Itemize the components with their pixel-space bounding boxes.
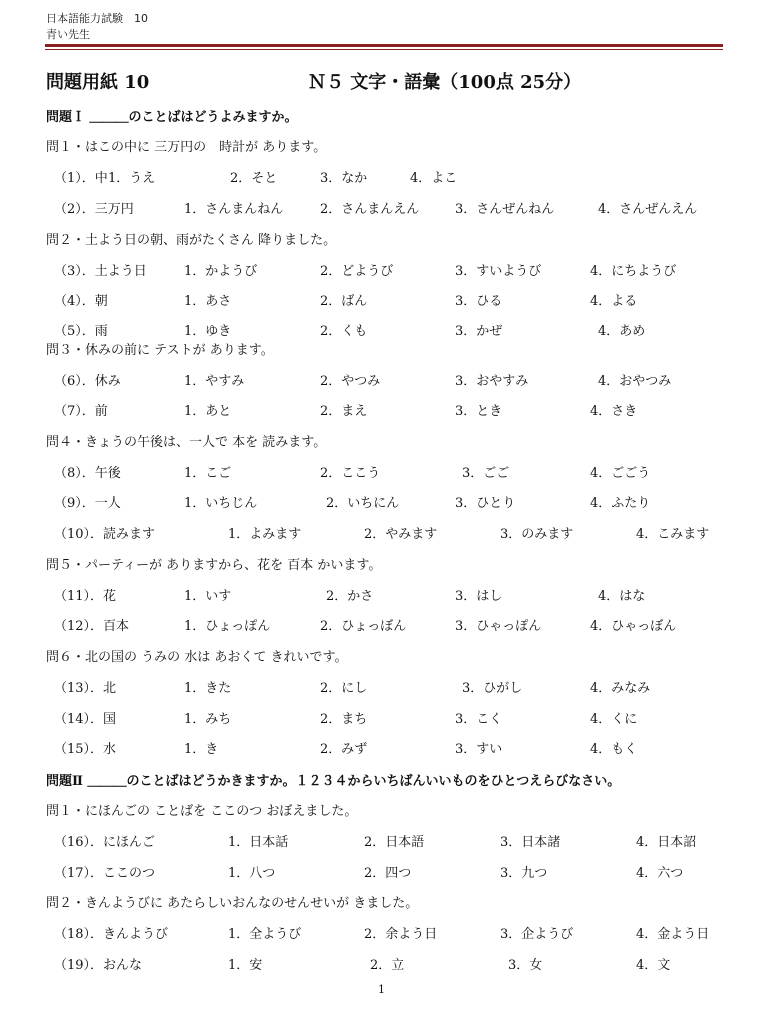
answer-choice-4: 4．ひゃっぼん xyxy=(590,619,677,634)
answer-choice-2: 2．立 xyxy=(370,958,405,973)
section-heading: 問題Ｉ ＿＿＿のことばはどうよみますか。 xyxy=(46,110,298,125)
answer-choice-1: 1．ひょっぽん xyxy=(184,619,271,634)
item-label: （12）．百本 xyxy=(54,619,130,634)
question-sentence: 問６・北の国の うみの 水は あおくて きれいです。 xyxy=(46,650,348,665)
item-label: （13）．北 xyxy=(54,681,117,696)
paper-title: 問題用紙 10 xyxy=(46,72,150,93)
item-label: （14）．国 xyxy=(54,712,117,727)
item-label: （16）．にほんご xyxy=(54,835,156,850)
answer-choice-3: 3．とき xyxy=(455,404,503,419)
question-item xyxy=(0,862,768,880)
answer-choice-2: 2．みず xyxy=(320,742,368,757)
question-item xyxy=(0,738,768,756)
answer-choice-3: 3．ひゃっぽん xyxy=(455,619,542,634)
answer-choice-4: 4．こみます xyxy=(636,527,710,542)
header-exam-title: 日本語能力試験 10 xyxy=(46,12,148,25)
answer-choice-4: 4．ごごう xyxy=(590,466,651,481)
answer-choice-2: 2．さんまんえん xyxy=(320,202,420,217)
question-item xyxy=(0,290,768,308)
answer-choice-1: 1．さんまんねん xyxy=(184,202,284,217)
answer-choice-4: 4．さき xyxy=(590,404,638,419)
answer-choice-3: 3．さんぜんねん xyxy=(455,202,555,217)
answer-choice-4: 4．にちようび xyxy=(590,264,677,279)
answer-choice-2: 2．やみます xyxy=(364,527,438,542)
answer-choice-1: 1．あと xyxy=(184,404,232,419)
question-item xyxy=(0,923,768,941)
answer-choice-1: 1．日本話 xyxy=(228,835,289,850)
item-label: （17）．ここのつ xyxy=(54,866,156,881)
answer-choice-2: 2．かさ xyxy=(326,589,374,604)
item-label: （11）．花 xyxy=(54,589,117,604)
answer-choice-4: 4．くに xyxy=(590,712,638,727)
answer-choice-1: 1．きた xyxy=(184,681,232,696)
answer-choice-1: 1．こご xyxy=(184,466,232,481)
answer-choice-2: 2．四つ xyxy=(364,866,412,881)
answer-choice-1: 1．かようび xyxy=(184,264,258,279)
answer-choice-2: 2．ひょっぼん xyxy=(320,619,407,634)
question-item xyxy=(0,167,768,185)
question-item xyxy=(0,492,768,510)
question-item xyxy=(0,677,768,695)
header-author: 青い先生 xyxy=(46,28,90,41)
question-sentence: 問２・きんようびに あたらしいおんなのせんせいが きました。 xyxy=(46,896,419,911)
answer-choice-2: 2．まえ xyxy=(320,404,368,419)
answer-choice-2: 2．いちにん xyxy=(326,496,400,511)
answer-choice-1: 1．あさ xyxy=(184,294,232,309)
answer-choice-2: 2．余よう日 xyxy=(364,927,438,942)
answer-choice-3: 3．なか xyxy=(320,171,368,186)
answer-choice-3: 3．すいようび xyxy=(455,264,542,279)
answer-choice-1: 1．みち xyxy=(184,712,232,727)
item-label: （8）．午後 xyxy=(54,466,121,481)
answer-choice-2: 2．日本語 xyxy=(364,835,425,850)
answer-choice-3: 3．日本諸 xyxy=(500,835,561,850)
item-label: （15）．水 xyxy=(54,742,117,757)
test-title: Ｎ５ 文字・語彙（100点 25分） xyxy=(308,72,582,93)
answer-choice-3: 3．ごご xyxy=(462,466,510,481)
answer-choice-3: 3．ひがし xyxy=(462,681,523,696)
answer-choice-4: 4．みなみ xyxy=(590,681,651,696)
answer-choice-4: 4．あめ xyxy=(598,324,646,339)
answer-choice-3: 3．こく xyxy=(455,712,503,727)
question-item xyxy=(0,462,768,480)
answer-choice-1: 1．うえ xyxy=(108,171,156,186)
answer-choice-1: 1．よみます xyxy=(228,527,302,542)
answer-choice-4: 4．もく xyxy=(590,742,638,757)
item-label: （6）．休み xyxy=(54,374,121,389)
question-item xyxy=(0,198,768,216)
item-label: （3）．土よう日 xyxy=(54,264,147,279)
answer-choice-2: 2．ばん xyxy=(320,294,368,309)
answer-choice-4: 4．よこ xyxy=(410,171,458,186)
answer-choice-4: 4．六つ xyxy=(636,866,684,881)
answer-choice-3: 3．九つ xyxy=(500,866,548,881)
item-label: （2）．三万円 xyxy=(54,202,134,217)
answer-choice-2: 2．ここう xyxy=(320,466,381,481)
item-label: （4）．朝 xyxy=(54,294,108,309)
answer-choice-3: 3．ひる xyxy=(455,294,503,309)
question-item xyxy=(0,320,768,338)
question-item xyxy=(0,523,768,541)
question-sentence: 問１・はこの中に 三万円の 時計が あります。 xyxy=(46,140,327,155)
item-label: （19）．おんな xyxy=(54,958,143,973)
answer-choice-4: 4．文 xyxy=(636,958,671,973)
page-number: 1 xyxy=(378,983,385,996)
question-item xyxy=(0,615,768,633)
question-sentence: 問２・土よう日の朝、雨がたくさん 降りました。 xyxy=(46,233,337,248)
question-sentence: 問１・にほんごの ことばを ここのつ おぼえました。 xyxy=(46,804,358,819)
answer-choice-2: 2．どようび xyxy=(320,264,394,279)
question-item xyxy=(0,831,768,849)
item-label: （18）．きんようび xyxy=(54,927,169,942)
header-rule-thin xyxy=(45,49,723,50)
answer-choice-1: 1．いす xyxy=(184,589,232,604)
answer-choice-2: 2．やつみ xyxy=(320,374,381,389)
answer-choice-1: 1．ゆき xyxy=(184,324,232,339)
answer-choice-3: 3．かぜ xyxy=(455,324,503,339)
item-label: （7）．前 xyxy=(54,404,108,419)
answer-choice-2: 2．にし xyxy=(320,681,368,696)
answer-choice-3: 3．企ようび xyxy=(500,927,574,942)
question-item xyxy=(0,954,768,972)
question-item xyxy=(0,400,768,418)
header-rule-thick xyxy=(45,44,723,47)
answer-choice-4: 4．おやつみ xyxy=(598,374,672,389)
answer-choice-3: 3．のみます xyxy=(500,527,574,542)
question-sentence: 問３・休みの前に テストが あります。 xyxy=(46,343,274,358)
question-item xyxy=(0,585,768,603)
question-item xyxy=(0,708,768,726)
answer-choice-4: 4．さんぜんえん xyxy=(598,202,698,217)
question-item xyxy=(0,370,768,388)
answer-choice-4: 4．ふたり xyxy=(590,496,651,511)
answer-choice-2: 2．そと xyxy=(230,171,278,186)
answer-choice-2: 2．まち xyxy=(320,712,368,727)
question-sentence: 問４・きょうの午後は、一人で 本を 読みます。 xyxy=(46,435,327,450)
answer-choice-1: 1．全ようび xyxy=(228,927,302,942)
answer-choice-4: 4．よる xyxy=(590,294,638,309)
answer-choice-1: 1．八つ xyxy=(228,866,276,881)
answer-choice-1: 1．安 xyxy=(228,958,263,973)
answer-choice-1: 1．き xyxy=(184,742,219,757)
item-label: （10）．読みます xyxy=(54,527,156,542)
answer-choice-1: 1．いちじん xyxy=(184,496,258,511)
section-heading: 問題Ⅱ ＿＿＿のことばはどうかきますか。１２３４からいちばんいいものをひとつえらびなさい。 xyxy=(46,774,621,789)
answer-choice-1: 1．やすみ xyxy=(184,374,245,389)
question-sentence: 問５・パーティーが ありますから、花を 百本 かいます。 xyxy=(46,558,382,573)
answer-choice-4: 4．はな xyxy=(598,589,646,604)
answer-choice-3: 3．すい xyxy=(455,742,503,757)
answer-choice-3: 3．おやすみ xyxy=(455,374,529,389)
item-label: （5）．雨 xyxy=(54,324,108,339)
item-label: （9）．一人 xyxy=(54,496,121,511)
answer-choice-3: 3．はし xyxy=(455,589,503,604)
answer-choice-4: 4．日本詔 xyxy=(636,835,697,850)
answer-choice-4: 4．金よう日 xyxy=(636,927,710,942)
item-label: （1）．中 xyxy=(54,171,108,186)
question-item xyxy=(0,260,768,278)
answer-choice-3: 3．ひとり xyxy=(455,496,516,511)
answer-choice-3: 3．女 xyxy=(508,958,543,973)
answer-choice-2: 2．くも xyxy=(320,324,368,339)
